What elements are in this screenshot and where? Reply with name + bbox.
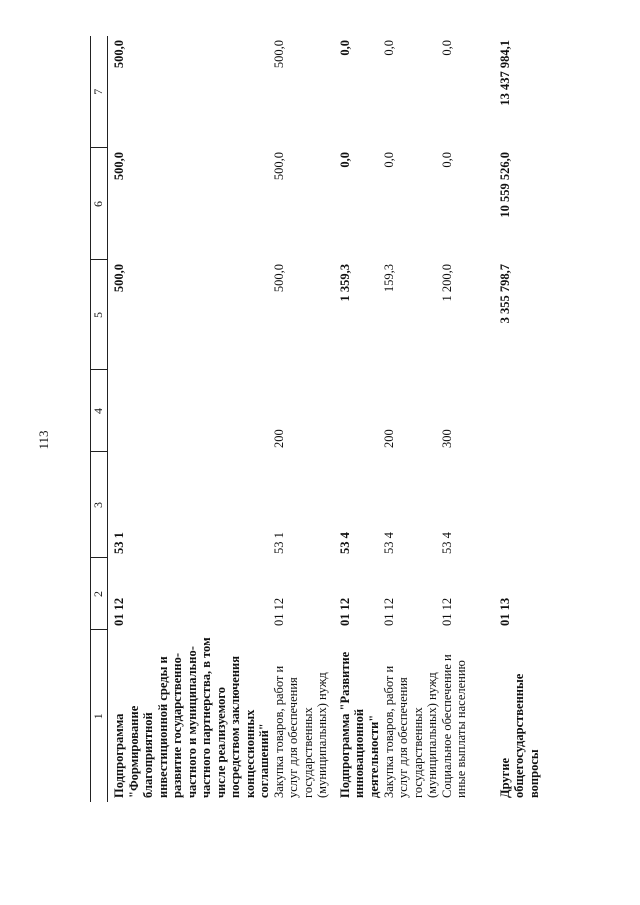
target-article: 53 4: [337, 532, 352, 554]
budget-table: [90, 36, 542, 802]
amount-col7: 500,0: [271, 40, 286, 69]
amount-col5: 3 355 798,7: [497, 264, 512, 324]
amount-col6: 10 559 526,0: [497, 152, 512, 218]
target-article: [498, 452, 542, 558]
column-header: 1: [91, 630, 108, 802]
row-name: Другие общегосударственные вопросы: [497, 673, 541, 798]
section-code: 01 12: [112, 597, 126, 626]
section-code: 01 12: [381, 597, 396, 626]
expense-type: 200: [381, 429, 396, 448]
row-name: Закупка товаров, работ и услуг для обеспечения государственных (муниципальных) нужд: [381, 665, 439, 798]
amount-col5: 1 359,3: [337, 264, 352, 302]
page-number: 113: [36, 430, 51, 450]
column-header: 6: [91, 148, 108, 260]
section-code: 01 12: [337, 597, 352, 626]
amount-col5: 1 200,0: [439, 264, 454, 302]
expense-type: [338, 370, 382, 452]
table-row: [498, 36, 542, 802]
amount-col7: 0,0: [381, 40, 396, 56]
table-row: [440, 36, 498, 802]
expense-type: [498, 370, 542, 452]
table-row: [272, 36, 338, 802]
table-row: [338, 36, 382, 802]
amount-col7: 0,0: [337, 40, 352, 56]
amount-col7: 0,0: [439, 40, 454, 56]
amount-col6: 500,0: [112, 152, 126, 181]
amount-col7: 13 437 984,1: [497, 40, 512, 106]
column-header: 2: [91, 558, 108, 630]
column-header: 5: [91, 260, 108, 370]
row-name: Закупка товаров, работ и услуг для обеспечения государственных (муниципальных) нужд: [271, 665, 329, 798]
row-name: Социальное обеспечение и иные выплаты населению: [439, 654, 468, 798]
section-code: 01 13: [497, 597, 512, 626]
expense-type: 300: [439, 429, 454, 448]
expense-type: [108, 370, 272, 452]
amount-col5: 500,0: [112, 264, 126, 293]
section-code: 01 12: [439, 597, 454, 626]
target-article: 53 4: [381, 532, 396, 554]
target-article: 53 1: [271, 532, 286, 554]
amount-col7: 500,0: [112, 40, 126, 69]
rotated-page: [90, 36, 640, 802]
target-article: 53 1: [112, 532, 126, 554]
amount-col6: 0,0: [439, 152, 454, 168]
amount-col5: 159,3: [381, 264, 396, 293]
target-article: 53 4: [439, 532, 454, 554]
amount-col6: 0,0: [337, 152, 352, 168]
amount-col5: 500,0: [271, 264, 286, 293]
column-header: 7: [91, 36, 108, 148]
table-row: [382, 36, 440, 802]
expense-type: 200: [271, 429, 286, 448]
header-row: [91, 36, 108, 802]
table-row: [108, 36, 272, 802]
column-header: 4: [91, 370, 108, 452]
row-name: Подпрограмма "Формирование благоприятной инвестиционной среды и развитие государственно-частного и муниципально-частного партнерства, в том числе реализуемого посредством заключения концессионных соглашений": [112, 637, 271, 798]
amount-col6: 500,0: [271, 152, 286, 181]
row-name: Подпрограмма "Развитие инновационной деятельности": [337, 651, 381, 798]
section-code: 01 12: [271, 597, 286, 626]
column-header: 3: [91, 452, 108, 558]
amount-col6: 0,0: [381, 152, 396, 168]
rotated-table-container: [90, 36, 640, 802]
